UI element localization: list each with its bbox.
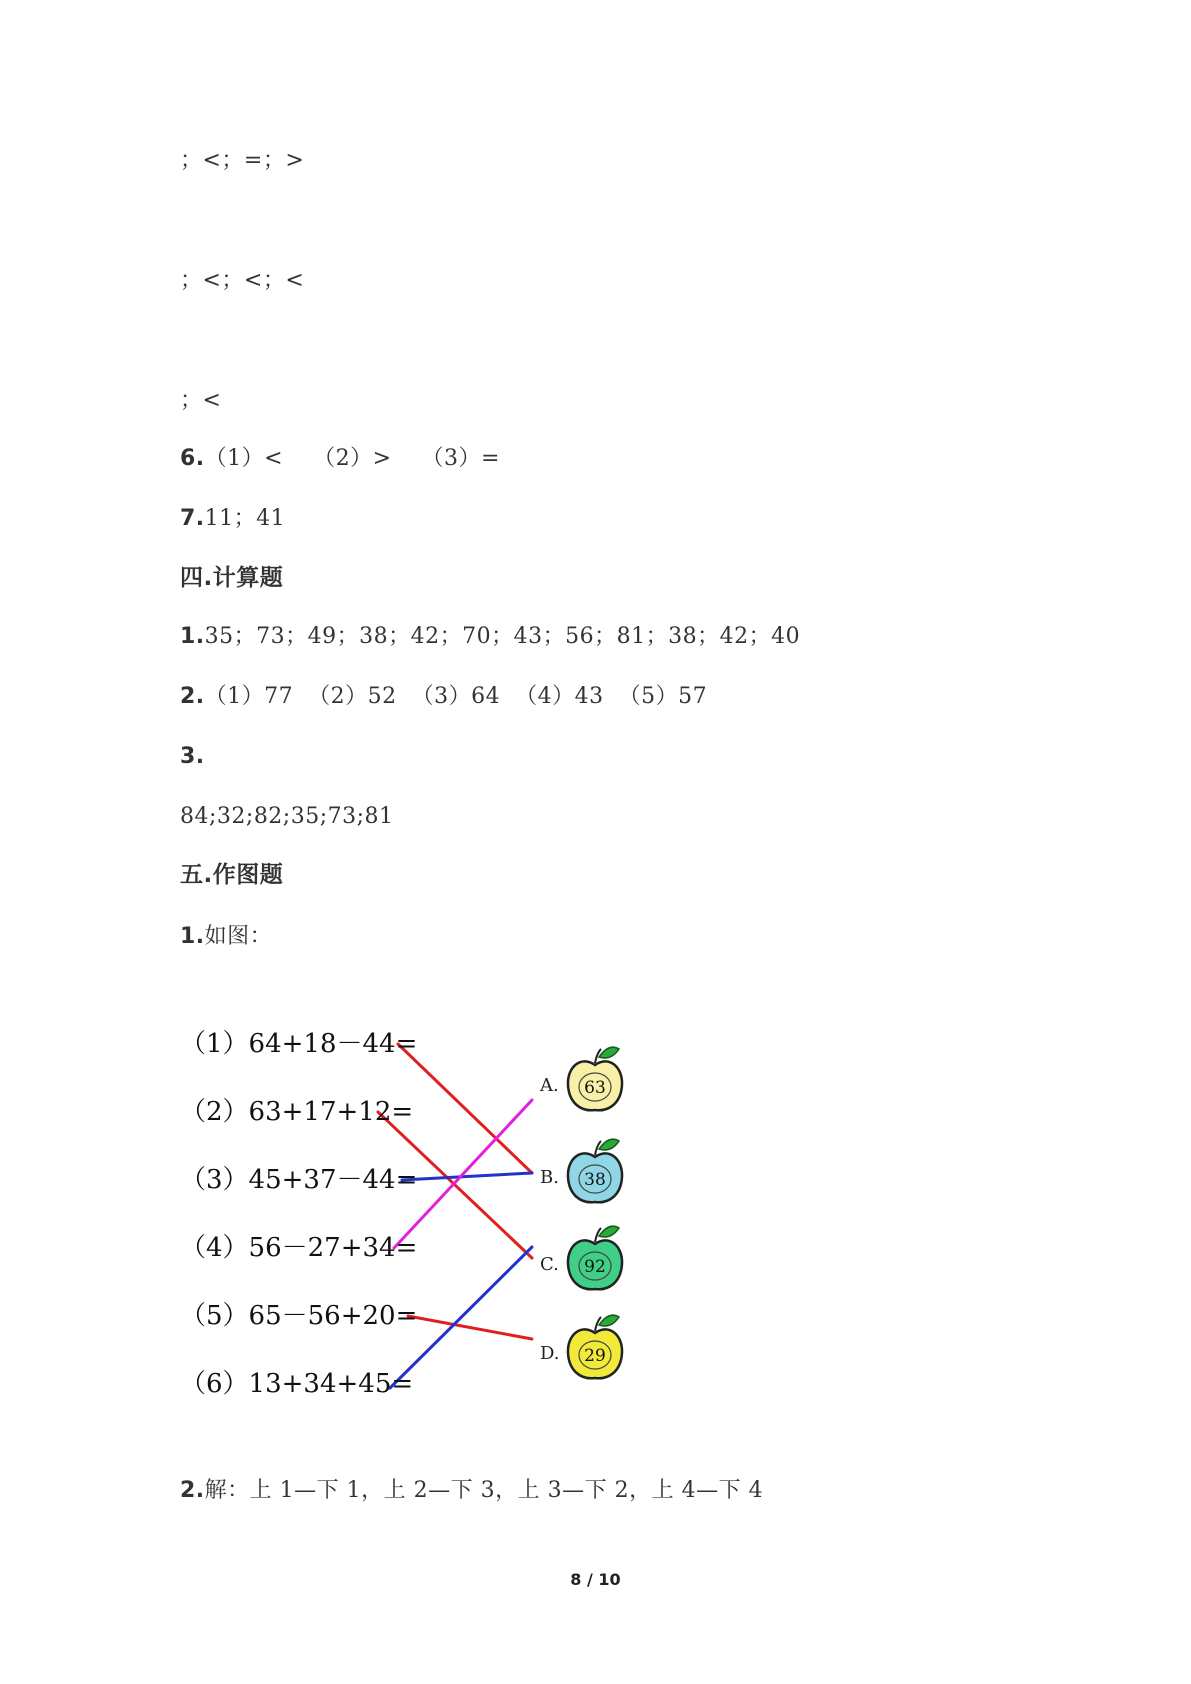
option-label-c: C.	[540, 1254, 559, 1275]
answer-q6	[180, 446, 500, 472]
option-label-a: A.	[540, 1075, 559, 1096]
q6-text: （1）< （2）> （3）=	[204, 446, 500, 471]
calc-answer-2	[180, 684, 707, 710]
drawing-2-text: 解：上 1—下 1，上 2—下 3，上 3—下 2，上 4—下 4	[204, 1478, 764, 1503]
q7-text: 11；41	[204, 506, 286, 531]
option-value-a: 63	[584, 1078, 606, 1098]
connection-lines	[378, 1044, 532, 1388]
equation-1: （1）64+18－44=	[180, 1030, 418, 1059]
equation-5: （5）65－56+20=	[180, 1301, 418, 1331]
equation-list	[180, 1030, 417, 1399]
answer-line-3: ；<	[180, 388, 222, 413]
option-value-b: 38	[584, 1170, 606, 1190]
connection-line-1	[398, 1044, 532, 1173]
q6-number: 6.	[180, 446, 205, 471]
answer-q7	[180, 506, 285, 532]
drawing-answer-2	[180, 1478, 763, 1504]
equation-6: （6）13+34+45=	[180, 1369, 414, 1399]
answer-line-2: ；<；<；<	[180, 268, 305, 293]
section-heading-4: 四.计算题	[180, 565, 284, 591]
option-label-b: B.	[540, 1167, 559, 1188]
drawing-1-text: 如图：	[204, 924, 273, 949]
equation-4: （4）56－27+34=	[180, 1233, 418, 1263]
calc-2-text: （1）77 （2）52 （3）64 （4）43 （5）57	[204, 684, 708, 709]
calc-answer-3	[180, 744, 205, 770]
connection-line-5	[408, 1316, 532, 1339]
calc-1-text: 35；73；49；38；42；70；43；56；81；38；42；40	[204, 624, 801, 649]
calc-answer-1	[180, 624, 800, 650]
answer-line-1: ；<；=；>	[180, 148, 305, 173]
equation-2: （2）63+17+12=	[180, 1097, 414, 1127]
calc-3-number: 3.	[180, 744, 205, 769]
drawing-1-number: 1.	[180, 924, 205, 949]
apple-options	[539, 1047, 622, 1378]
calc-2-number: 2.	[180, 684, 205, 709]
option-label-d: D.	[540, 1343, 560, 1364]
section-heading-5: 五.作图题	[180, 862, 284, 888]
calc-1-number: 1.	[180, 624, 205, 649]
option-value-c: 92	[584, 1257, 606, 1277]
option-value-d: 29	[584, 1346, 606, 1366]
matching-figure	[180, 1030, 640, 1430]
drawing-2-number: 2.	[180, 1478, 205, 1503]
calc-answer-3-values: 84;32;82;35;73;81	[180, 804, 394, 829]
drawing-answer-1	[180, 924, 272, 950]
equation-3: （3）45+37－44=	[180, 1165, 418, 1195]
q7-number: 7.	[180, 506, 205, 531]
connection-line-3	[402, 1173, 532, 1180]
page-number: 8 / 10	[570, 1570, 621, 1589]
